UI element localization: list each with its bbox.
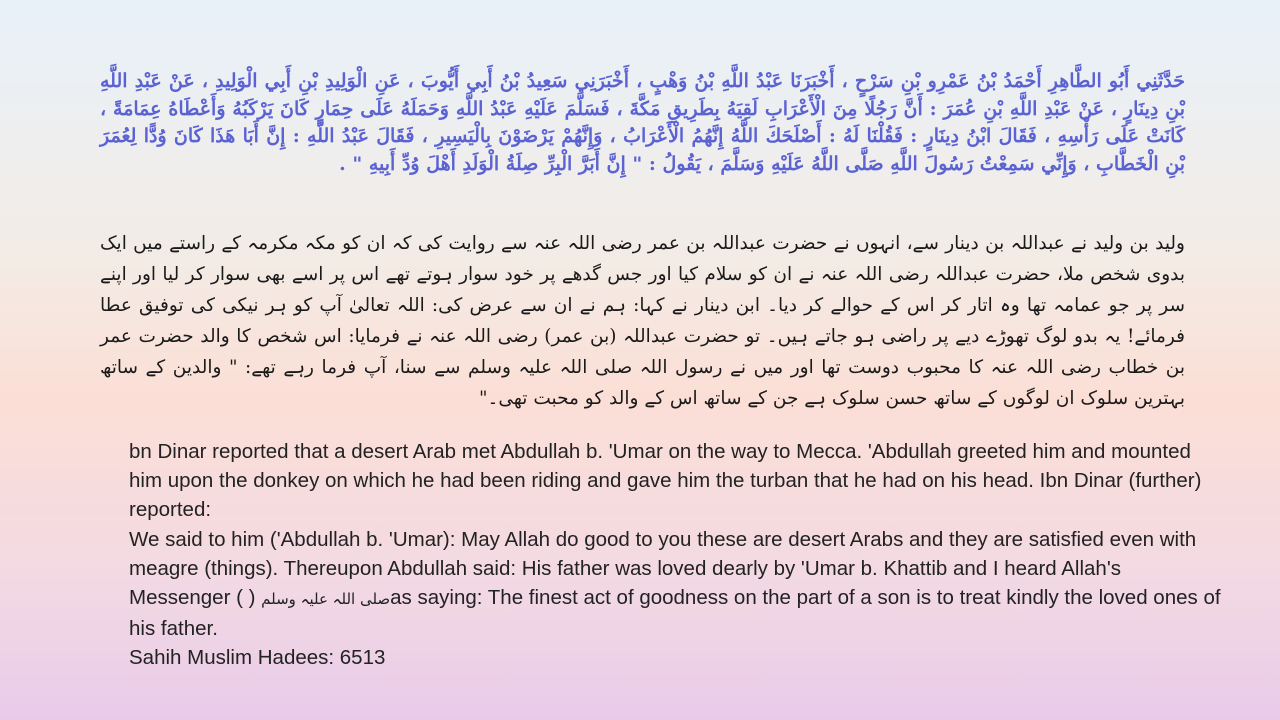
english-paragraph-1: bn Dinar reported that a desert Arab met Abdullah b. 'Umar on the way to Mecca. 'Abdullah greeted him and mounted him upon the donkey on which he had been riding and gave him the turban that he had on his head. Ibn Dinar (further) reported: — [129, 440, 1202, 522]
arabic-hadith-text: حَدَّثَنِي أَبُو الطَّاهِرِ أَحْمَدُ بْنُ عَمْرِو بْنِ سَرْحٍ ، أَخْبَرَنَا عَبْدُ اللَّهِ بْنُ وَهْبٍ ، أَخْبَرَنِي سَعِيدُ بْنُ أَبِي أَيُّوبَ ، عَنِ الْوَلِيدِ بْنِ أَبِي الْوَلِيدِ ، عَنْ عَبْدِ اللَّهِ بْنِ دِينَارٍ ، عَنْ عَبْدِ اللَّهِ بْنِ عُمَرَ : أَنَّ رَجُلًا مِنَ الْأَعْرَابِ لَقِيَهُ بِطَرِيقِ مَكَّةَ ، فَسَلَّمَ عَلَيْهِ عَبْدُ اللَّهِ وَحَمَلَهُ عَلَى حِمَارٍ كَانَ يَرْكَبُهُ وَأَعْطَاهُ عِمَامَةً ، كَانَتْ عَلَى رَأْسِهِ ، فَقَالَ ابْنُ دِينَارٍ : فَقُلْنَا لَهُ : أَصْلَحَكَ اللَّهُ إِنَّهُمُ الْأَعْرَابُ ، وَإِنَّهُمْ يَرْضَوْنَ بِالْيَسِيرِ ، فَقَالَ عَبْدُ اللَّهِ : إِنَّ أَبَا هَذَا كَانَ وُدًّا لِعُمَرَ بْنِ الْخَطَّابِ ، وَإِنِّي سَمِعْتُ رَسُولَ اللَّهِ صَلَّى اللَّهُ عَلَيْهِ وَسَلَّمَ ، يَقُولُ : " إِنَّ أَبَرَّ الْبِرِّ صِلَةُ الْوَلَدِ أَهْلَ وُدِّ أَبِيهِ " . — [100, 70, 1185, 175]
english-paragraph-2-start: We said to him ('Abdullah b. 'Umar): May Allah do good to you these are desert Arabs and they are satisfied even with meagre (things). Thereupon Abdullah said: His father was loved dearly by 'Umar b. Khattib and I heard Allah's Messenger ( ) — [129, 527, 1197, 610]
english-paragraph-2-end: as saying: The finest act of goodness on the part of a son is to treat kindly the loved ones of his father. — [129, 586, 1221, 641]
urdu-translation-text: ولید بن ولید نے عبداللہ بن دینار سے، انہوں نے حضرت عبداللہ بن عمر رضی اللہ عنہ سے روایت کی کہ ان کو مکہ مکرمہ کے راستے میں ایک بدوی شخص ملا، حضرت عبداللہ رضی اللہ عنہ نے ان کو سلام کیا اور جس گدھے پر خود سوار ہوتے تھے اس پر اسے بھی سوار کر لیا اور اپنے سر پر جو عمامہ تھا وہ اتار کر اس کے حوالے کر دیا۔ ابن دینار نے کہا: ہم نے ان سے عرض کی: اللہ تعالیٰ آپ کو ہر نیکی کی توفیق عطا فرمائے! یہ بدو لوگ تھوڑے دیے پر راضی ہو جاتے ہیں۔ تو حضرت عبداللہ (بن عمر) رضی اللہ عنہ نے فرمایا: اس شخص کا والد حضرت عمر بن خطاب رضی اللہ عنہ کا محبوب دوست تھا اور میں نے رسول اللہ صلی اللہ علیہ وسلم سے سنا، آپ فرما رہے تھے: " والدین کے ساتھ بہترین سلوک ان لوگوں کے ساتھ حسن سلوک ہے جن کے ساتھ اس کے والد کو محبت تھی۔" — [100, 233, 1185, 409]
english-paragraph-2 — [129, 525, 1224, 644]
salawat-text: صلی اللہ علیہ وسلم — [261, 590, 391, 609]
english-translation — [129, 437, 1224, 673]
hadith-reference: Sahih Muslim Hadees: 6513 — [129, 646, 386, 670]
